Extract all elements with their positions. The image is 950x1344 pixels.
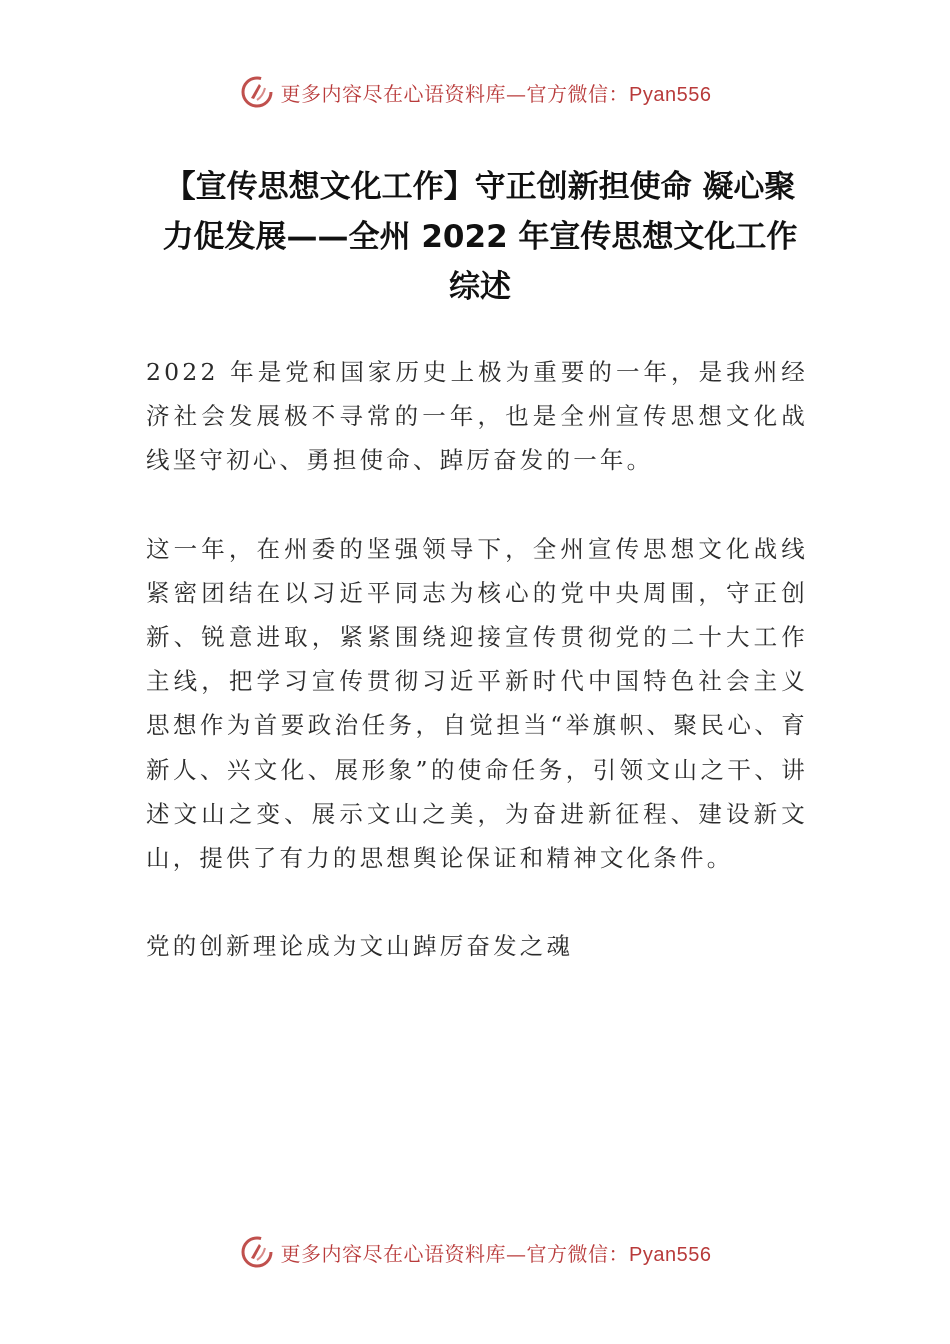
banner-text — [281, 1238, 712, 1267]
document-title: 【宣传思想文化工作】守正创新担使命 凝心聚力促发展——全州 2022 年宣传思想文化工作综述 — [162, 169, 798, 305]
paragraph-intro: 2022 年是党和国家历史上极为重要的一年，是我州经济社会发展极不寻常的一年，也是全州宣传思想文化战线坚守初心、勇担使命、踔厉奋发的一年。 — [146, 358, 808, 475]
header-banner — [0, 70, 950, 114]
paragraph-summary: 这一年，在州委的坚强领导下，全州宣传思想文化战线紧密团结在以习近平同志为核心的党中央周围，守正创新、锐意进取，紧紧围绕迎接宣传贯彻党的二十大工作主线，把学习宣传贯彻习近平新时代中国特色社会主义思想作为首要政治任务，自觉担当“举旗帜、聚民心、育新人、兴文化、展形象”的使命任务，引领文山之干、讲述文山之变、展示文山之美，为奋进新征程、建设新文山，提供了有力的思想舆论保证和精神文化条件。 — [146, 534, 808, 873]
wechat-id: Pyan556 — [629, 1243, 712, 1266]
banner-label: 更多内容尽在心语资料库—官方微信： — [280, 81, 630, 106]
banner-label: 更多内容尽在心语资料库—官方微信： — [280, 1241, 630, 1266]
footer-banner — [0, 1230, 950, 1274]
section-heading: 党的创新理论成为文山踔厉奋发之魂 — [146, 932, 574, 961]
brand-logo-icon — [239, 1234, 275, 1270]
banner-text — [281, 78, 712, 107]
wechat-id: Pyan556 — [629, 83, 712, 106]
brand-logo-icon — [239, 74, 275, 110]
document-body — [146, 350, 808, 1012]
